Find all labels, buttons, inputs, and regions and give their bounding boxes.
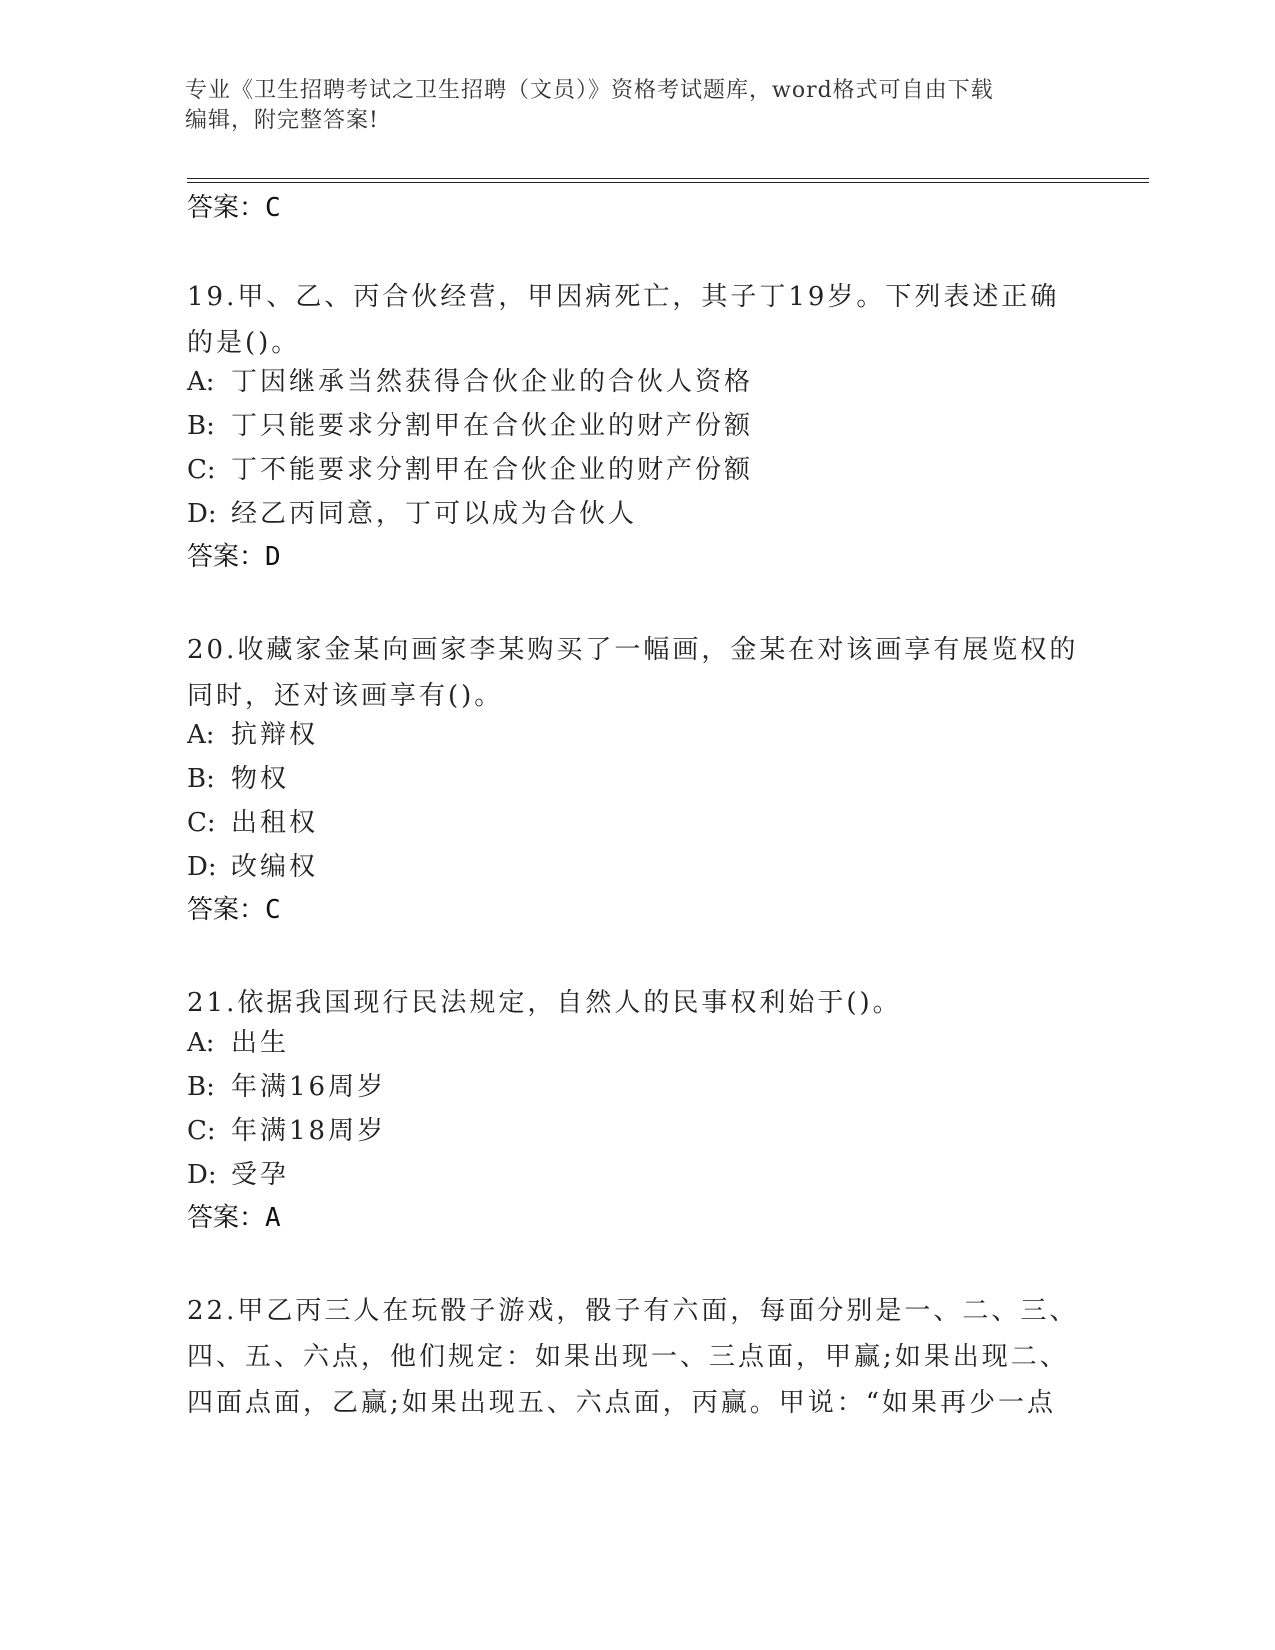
option-b — [187, 409, 1087, 443]
question-stem — [187, 274, 1087, 366]
question-stem-line: 21.依据我国现行民法规定，自然人的民事权利始于()。 — [187, 988, 902, 1018]
option-key: B: — [187, 764, 215, 794]
option-a — [187, 365, 1087, 399]
option-text: 受孕 — [231, 1160, 290, 1190]
question-stem-line: 四面点面，乙赢;如果出现五、六点面，丙赢。甲说：“如果再少一点 — [187, 1388, 1057, 1418]
answer-prev — [187, 191, 281, 225]
option-d — [187, 1158, 1087, 1192]
answer-label: 答案： — [187, 895, 266, 925]
option-key: D: — [187, 1160, 217, 1190]
option-key: C: — [187, 808, 216, 838]
option-key: D: — [187, 852, 217, 882]
answer — [187, 1201, 281, 1235]
option-b — [187, 1070, 1087, 1104]
option-text: 丁不能要求分割甲在合伙企业的财产份额 — [231, 455, 754, 485]
answer — [187, 893, 281, 927]
option-text: 丁因继承当然获得合伙企业的合伙人资格 — [231, 367, 754, 397]
option-text: 出租权 — [231, 808, 319, 838]
question-stem-line: 四、五、六点，他们规定：如果出现一、三点面，甲赢;如果出现二、 — [187, 1342, 1069, 1372]
answer — [187, 540, 281, 574]
answer-value: C — [265, 895, 281, 925]
question-stem-line: 19.甲、乙、丙合伙经营，甲因病死亡，其子丁19岁。下列表述正确 — [187, 282, 1060, 312]
answer-label: 答案： — [187, 1203, 266, 1233]
option-d — [187, 497, 1087, 531]
option-text: 年满16周岁 — [231, 1072, 387, 1102]
question-stem — [187, 980, 1087, 1026]
answer-value: A — [265, 1203, 281, 1233]
question-stem-line: 20.收藏家金某向画家李某购买了一幅画，金某在对该画享有展览权的 — [187, 635, 1079, 665]
option-key: D: — [187, 499, 217, 529]
header-text — [185, 76, 1085, 136]
option-text: 改编权 — [231, 852, 319, 882]
question-stem-line: 同时，还对该画享有()。 — [187, 681, 504, 711]
answer-value: D — [265, 542, 281, 572]
option-text: 丁只能要求分割甲在合伙企业的财产份额 — [231, 411, 754, 441]
option-text: 物权 — [231, 764, 290, 794]
option-key: A: — [187, 1028, 215, 1058]
answer-label: 答案： — [187, 193, 266, 223]
answer-label: 答案： — [187, 542, 266, 572]
option-key: A: — [187, 720, 215, 750]
option-key: A: — [187, 367, 215, 397]
option-a — [187, 718, 1087, 752]
header-line-1: 专业《卫生招聘考试之卫生招聘（文员）》资格考试题库，word格式可自由下载 — [185, 78, 994, 103]
option-text: 抗辩权 — [231, 720, 319, 750]
option-key: B: — [187, 411, 215, 441]
option-b — [187, 762, 1087, 796]
option-d — [187, 850, 1087, 884]
option-key: B: — [187, 1072, 215, 1102]
answer-value: C — [265, 193, 281, 223]
header-divider — [187, 178, 1149, 183]
option-a — [187, 1026, 1087, 1060]
option-text: 年满18周岁 — [231, 1116, 387, 1146]
option-c — [187, 1114, 1087, 1148]
question-stem-line: 的是()。 — [187, 328, 301, 358]
question-stem — [187, 1288, 1087, 1426]
header-line-2: 编辑，附完整答案! — [185, 108, 379, 133]
option-key: C: — [187, 1116, 216, 1146]
option-text: 出生 — [231, 1028, 290, 1058]
question-stem-line: 22.甲乙丙三人在玩骰子游戏，骰子有六面，每面分别是一、二、三、 — [187, 1296, 1079, 1326]
option-key: C: — [187, 455, 216, 485]
question-stem — [187, 627, 1087, 719]
option-c — [187, 806, 1087, 840]
option-text: 经乙丙同意，丁可以成为合伙人 — [231, 499, 638, 529]
option-c — [187, 453, 1087, 487]
